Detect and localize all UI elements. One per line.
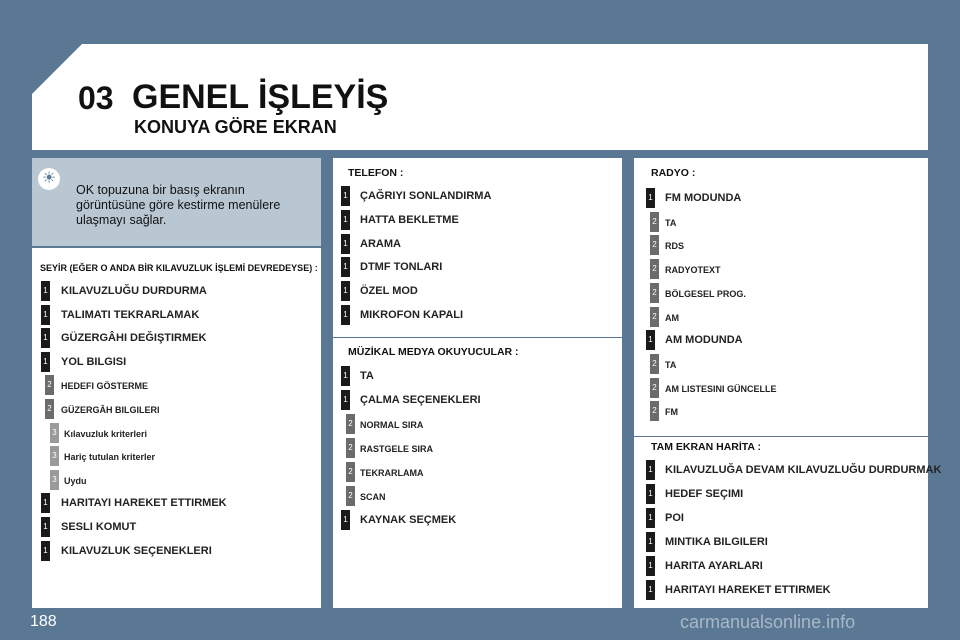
menu-item: FM MODUNDA [665, 192, 742, 204]
sun-icon: ☀ [38, 168, 60, 190]
menu-item: SESLI KOMUT [61, 521, 137, 533]
menu-item: HEDEFI GÖSTERME [61, 381, 149, 391]
page-subtitle: KONUYA GÖRE EKRAN [134, 117, 337, 137]
level-badge: 1 [41, 352, 50, 372]
menu-item: POI [665, 512, 684, 524]
level-badge: 1 [341, 257, 350, 277]
level-badge: 1 [341, 390, 350, 410]
section-title-fullscreen-map: TAM EKRAN HARİTA : [651, 441, 762, 453]
menu-item: KILAVUZLUK SEÇENEKLERI [61, 545, 212, 557]
menu-item: AM MODUNDA [665, 334, 743, 346]
menu-item: TALIMATI TEKRARLAMAK [61, 309, 200, 321]
level-badge: 1 [341, 366, 350, 386]
level-badge: 2 [45, 375, 54, 395]
level-badge: 3 [50, 470, 59, 490]
level-badge: 1 [341, 281, 350, 301]
menu-item: KAYNAK SEÇMEK [360, 514, 457, 526]
page-number: 188 [30, 613, 57, 630]
level-badge: 1 [341, 186, 350, 206]
menu-item: HARITA AYARLARI [665, 560, 763, 572]
menu-item: DTMF TONLARI [360, 261, 443, 273]
menu-item: KILAVUZLUĞA DEVAM KILAVUZLUĞU DURDURMAK [665, 464, 942, 476]
menu-item: AM LISTESINI GÜNCELLE [665, 384, 777, 394]
level-badge: 3 [50, 423, 59, 443]
menu-item: TA [665, 360, 677, 370]
level-badge: 2 [650, 354, 659, 374]
menu-item: KILAVUZLUĞU DURDURMA [61, 285, 207, 297]
level-badge: 2 [346, 438, 355, 458]
level-badge: 2 [45, 399, 54, 419]
menu-item: ÖZEL MOD [360, 285, 418, 297]
radio-divider [634, 436, 928, 437]
level-badge: 1 [646, 460, 655, 480]
level-badge: 1 [341, 234, 350, 254]
level-badge: 1 [41, 517, 50, 537]
level-badge: 1 [646, 188, 655, 208]
level-badge: 2 [346, 486, 355, 506]
menu-item: Hariç tutulan kriterler [64, 452, 156, 462]
menu-item: ARAMA [360, 238, 401, 250]
level-badge: 1 [41, 328, 50, 348]
section-title-navigation: SEYİR (EĞER O ANDA BİR KILAVUZLUK İŞLEMİ DEVREDEYSE) : [40, 263, 318, 273]
level-badge: 1 [41, 281, 50, 301]
section-title-radio: RADYO : [651, 167, 696, 179]
menu-item: GÜZERGÂHI DEĞIŞTIRMEK [61, 332, 207, 344]
section-title-telephone: TELEFON : [348, 167, 404, 179]
menu-item: HEDEF SEÇIMI [665, 488, 744, 500]
menu-item: RASTGELE SIRA [360, 444, 434, 454]
menu-item: BÖLGESEL PROG. [665, 289, 746, 299]
level-badge: 2 [650, 283, 659, 303]
level-badge: 1 [646, 508, 655, 528]
level-badge: 1 [41, 305, 50, 325]
menu-item: RDS [665, 241, 685, 251]
level-badge: 2 [650, 212, 659, 232]
level-badge: 1 [41, 493, 50, 513]
level-badge: 1 [646, 580, 655, 600]
menu-item: ÇAĞRIYI SONLANDIRMA [360, 190, 492, 202]
level-badge: 1 [646, 532, 655, 552]
menu-item: SCAN [360, 492, 386, 502]
level-badge: 2 [650, 259, 659, 279]
menu-item: Uydu [64, 476, 87, 486]
menu-item: HARITAYI HAREKET ETTIRMEK [665, 584, 831, 596]
level-badge: 2 [650, 378, 659, 398]
menu-item: NORMAL SIRA [360, 420, 424, 430]
level-badge: 2 [346, 462, 355, 482]
menu-item: RADYOTEXT [665, 265, 721, 275]
level-badge: 3 [50, 446, 59, 466]
level-badge: 2 [650, 401, 659, 421]
level-badge: 1 [341, 305, 350, 325]
media-divider [333, 337, 622, 338]
level-badge: 1 [646, 556, 655, 576]
page-title: GENEL İŞLEYİŞ [132, 78, 389, 116]
level-badge: 1 [341, 510, 350, 530]
menu-item: MIKROFON KAPALI [360, 309, 464, 321]
level-badge: 1 [41, 541, 50, 561]
menu-item: GÜZERGÂH BILGILERI [61, 405, 160, 415]
menu-item: ÇALMA SEÇENEKLERI [360, 394, 481, 406]
menu-item: YOL BILGISI [61, 356, 127, 368]
menu-item: AM [665, 313, 679, 323]
menu-item: TA [665, 218, 677, 228]
menu-item: HARITAYI HAREKET ETTIRMEK [61, 497, 227, 509]
menu-item: HATTA BEKLETME [360, 214, 459, 226]
level-badge: 2 [346, 414, 355, 434]
level-badge: 1 [341, 210, 350, 230]
menu-item: Kılavuzluk kriterleri [64, 429, 148, 439]
chapter-number: 03 [78, 80, 114, 116]
menu-item: FM [665, 407, 678, 417]
watermark: carmanualsonline.info [680, 612, 856, 632]
tip-text: OK topuzuna bir basış ekranın görüntüsüne göre kestirme menülere ulaşmayı sağlar. [76, 183, 281, 227]
level-badge: 2 [650, 307, 659, 327]
level-badge: 2 [650, 235, 659, 255]
menu-item: TEKRARLAMA [360, 468, 424, 478]
menu-item: MINTIKA BILGILERI [665, 536, 768, 548]
level-badge: 1 [646, 484, 655, 504]
section-title-media: MÜZİKAL MEDYA OKUYUCULAR : [348, 346, 519, 358]
menu-item: TA [360, 370, 374, 382]
level-badge: 1 [646, 330, 655, 350]
